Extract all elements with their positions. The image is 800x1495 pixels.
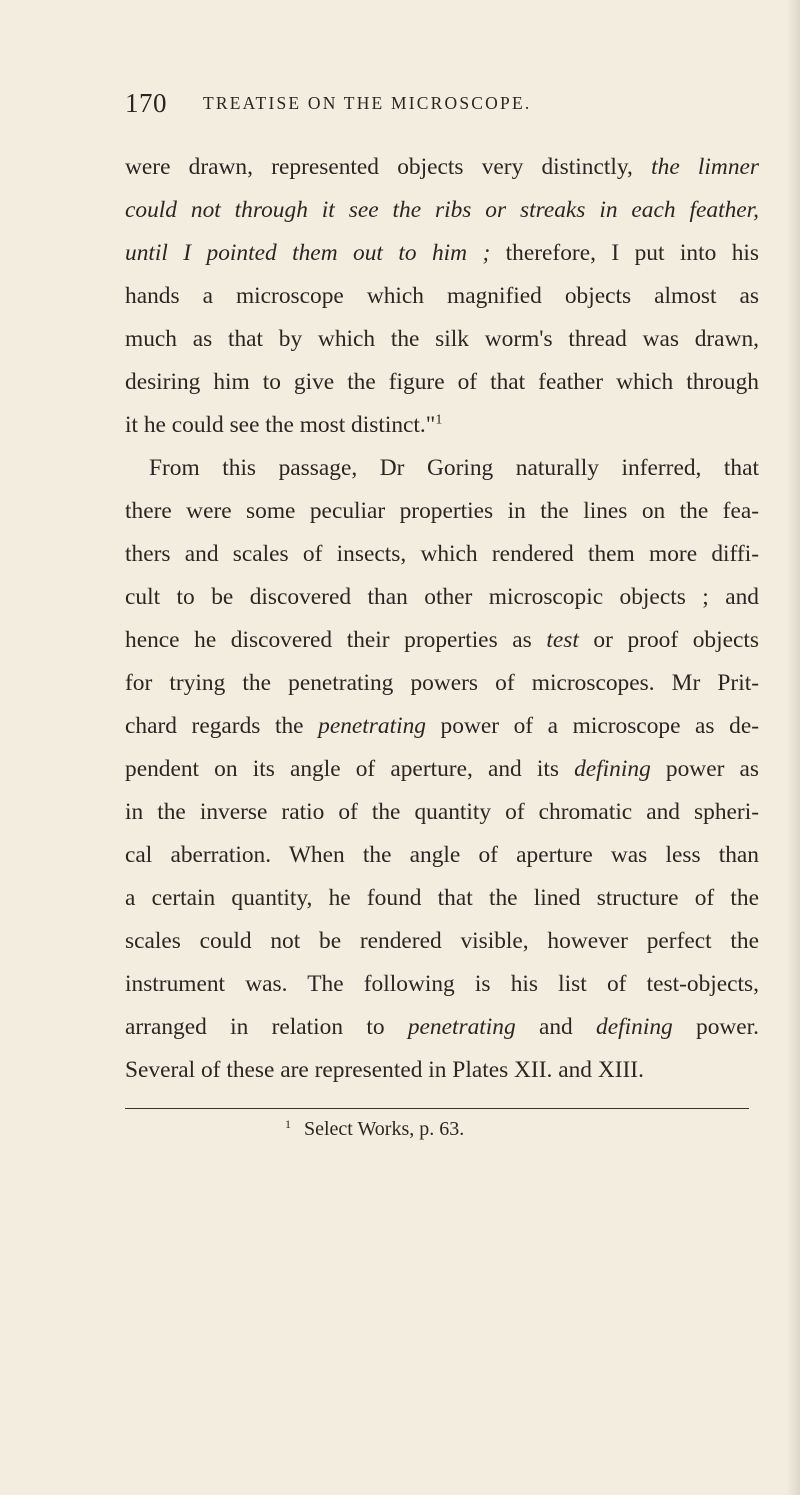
text-line [125,963,759,1006]
text-run: hands a microscope which magnified objects almost as [125,283,759,309]
running-title: TREATISE ON THE MICROSCOPE. [203,93,532,113]
text-line [125,189,759,232]
text-run: power. [672,1014,760,1040]
text-line [125,920,759,963]
italic-text: could not through it see the ribs or streaks in each feather, [125,197,759,223]
italic-text: the limner [651,154,759,180]
text-run: pendent on its angle of aperture, and its [125,756,575,782]
text-run: therefore, I put into his [490,240,759,266]
text-run: for trying the penetrating powers of microscopes. Mr Prit- [125,670,759,696]
text-run: chard regards the [125,713,319,739]
text-line [125,275,759,318]
text-run: thers and scales of insects, which rendered them more diffi- [125,541,759,567]
text-line [125,834,759,877]
italic-text: test [546,627,579,653]
text-run: a certain quantity, he found that the lined structure of the [125,885,759,911]
footnote [285,1118,464,1141]
text-run: instrument was. The following is his list of test-objects, [125,971,759,997]
text-run: much as that by which the silk worm's thread was drawn, [125,326,759,352]
text-line [125,318,759,361]
text-line [125,576,759,619]
text-line [125,791,759,834]
page-edge-shadow [786,0,800,1495]
text-run: or proof objects [578,627,759,653]
text-run: and [515,1014,597,1040]
text-line [125,748,759,791]
text-run: cal aberration. When the angle of aperture was less than [125,842,759,868]
text-run: cult to be discovered than other microscopic objects ; and [125,584,759,610]
body-text [125,146,759,1092]
text-run: Several of these are represented in Plates XII. and XIII. [125,1057,644,1083]
page-number: 170 [125,88,167,118]
text-line [125,705,759,748]
text-line [125,533,759,576]
text-run: hence he discovered their properties as [125,627,547,653]
text-run: desiring him to give the figure of that feather which through [125,369,759,395]
text-run: power of a microscope as de- [425,713,759,739]
italic-text: penetrating [318,713,426,739]
text-run: in the inverse ratio of the quantity of chromatic and spheri- [125,799,759,825]
text-line [125,619,759,662]
text-line [125,1049,759,1092]
footnote-reference: 1 [435,411,443,428]
text-line [125,447,759,490]
text-line [125,877,759,920]
text-run: were drawn, represented objects very distinctly, [125,154,652,180]
text-line [125,1006,759,1049]
italic-text: defining [574,756,651,782]
text-line [125,662,759,705]
text-line [125,404,759,447]
footnote-marker: 1 [285,1116,291,1131]
italic-text: until I pointed them out to him ; [125,240,491,266]
text-run: there were some peculiar properties in the lines on the fea- [125,498,759,524]
text-run: arranged in relation to [125,1014,408,1040]
text-line [125,361,759,404]
text-line [125,490,759,533]
text-run: power as [650,756,759,782]
footnote-rule [125,1108,749,1109]
text-run: it he could see the most distinct." [125,412,436,438]
text-line [125,146,759,189]
text-line [125,232,759,275]
italic-text: penetrating [407,1014,516,1040]
footnote-text: Select Works, p. 63. [304,1118,465,1140]
text-run: scales could not be rendered visible, however perfect the [125,928,759,954]
italic-text: defining [596,1014,673,1040]
text-run: From this passage, Dr Goring naturally inferred, that [149,455,759,481]
running-head [125,88,755,124]
